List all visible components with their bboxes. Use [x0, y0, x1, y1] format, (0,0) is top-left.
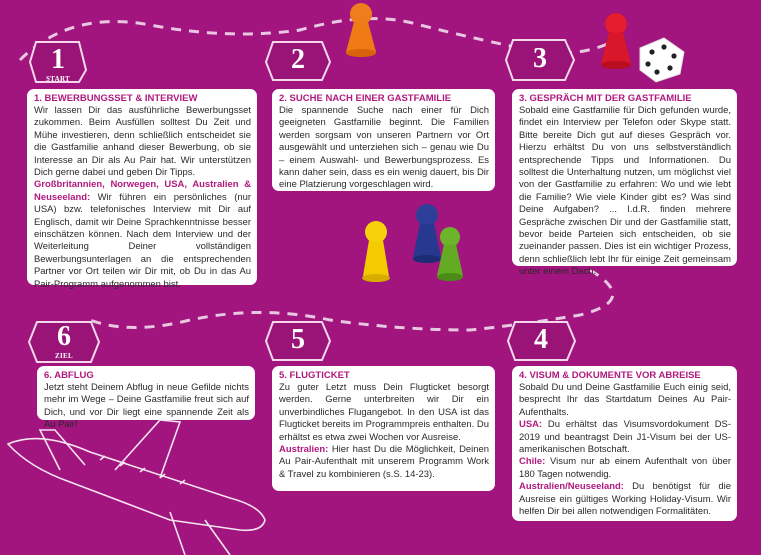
step-6-title: 6. ABFLUG	[44, 370, 94, 381]
step-badge-4	[512, 321, 570, 365]
red-pawn-icon	[601, 13, 631, 69]
step-4-usa-label: USA:	[519, 419, 543, 431]
airplane-icon	[8, 420, 265, 555]
step-badge-1	[29, 41, 87, 85]
step-label-start: START	[45, 75, 71, 83]
step-1-text-countries	[34, 179, 251, 291]
step-3-text: Sobald eine Gastfamilie für Dich gefunden wurde, findet ein Interview per Telefon oder Skype statt. Bitte bereite Dich gut auf dieses Gespräch vor. Hierzu erhältst Du von uns selbstverständlich entsprechende Tipps und Informationen. Du solltest die Unterhaltung nutzen, um möglichst viel von der Gastfamilie zu erfahren: Wo und wie lebt die Familie? Wie viele Kinder gibt es? Was sind Deine Aufgaben? ... I.d.R. finden mehrere Gespräche zwischen Dir und der Gastfamilie statt, bevor beide Parteien sich entscheiden, ob sie zueinander passen. Dies ist ein wichtiger Prozess, denn schließlich lebt Ihr für einige Zeit gemeinsam unter einem Dach.	[519, 105, 731, 278]
step-badge-6	[35, 318, 93, 362]
step-badge-3	[511, 40, 569, 84]
step-4-aus-label: Australien/Neuseeland:	[519, 481, 624, 493]
step-4-box	[512, 366, 737, 521]
step-5-text: Zu guter Letzt muss Dein Flugticket besorgt werden. Gerne unterbreiten wir Dir ein unverbindliches Flugangebot. In den USA ist das Flugticket bereits im Programmpreis enthalten. Du erhältst es etwa zwei Wochen vor Ausreise.	[279, 382, 489, 443]
step-number-4: 4	[534, 324, 548, 355]
step-4-usa-text: Du erhältst das Visumsvordokument DS-2019 und beantragst Dein J1-Visum bei der US-amerikanischen Botschaft.	[519, 419, 731, 456]
step-label-ziel: ZIEL	[55, 352, 73, 360]
step-5-title: 5. FLUGTICKET	[279, 370, 350, 381]
step-4-text: Sobald Du und Deine Gastfamilie Euch einig seid, besprecht Ihr das Startdatum Deines Au Pair-Aufenthalts.	[519, 382, 731, 418]
step-4-chile	[519, 456, 731, 481]
step-4-aus-text: Du benötigst für die Ausreise ein gültiges Working Holiday-Visum. Wir helfen Dir bei allen notwendigen Formalitäten.	[519, 481, 731, 518]
step-6-box	[37, 366, 255, 431]
step-1-highlight: Großbritannien, Norwegen, USA, Australien & Neuseeland:	[34, 179, 251, 203]
step-2-text: Die spannende Suche nach einer für Dich geeigneten Gastfamilie beginnt. Die Familien werden sorgsam von unseren Partnern vor Ort ausgewählt und unterziehen sich – genau wie Du – einem Auswahl- und Bewerbungsprozess. Es kann daher sein, dass es ein wenig dauert, bis Dir eine Platzierung vorgeschlagen wird.	[279, 105, 489, 191]
blue-pawn-icon	[413, 204, 441, 263]
step-2-title: 2. SUCHE NACH EINER GASTFAMILIE	[279, 93, 452, 104]
step-1-text: Wir lassen Dir das ausführliche Bewerbungsset zukommen. Beim Ausfüllen solltest Du Zeit und Mühe investieren, denn schließlich entscheidet sie die Gastfamilie anhand dieser Bewerbung, ob sie Interesse an Dir als Au Pair hat. Wir unterstützen Dich gerne dabei und geben Dir Tipps.	[34, 105, 251, 179]
step-1-interview-text: Wir führen ein persönliches (nur USA) bzw. telefonisches Interview mit Dir auf Englisch, damit wir Deine Sprachkenntnisse besser einschätzen können. Nach dem Interview und der Weiterleitung Deiner vollständigen Bewerbungsunterlagen an die entsprechenden Partner vor Ort teilen wir Dir mit, ob Du in das Au Pair-Programm aufgenommen bist.	[34, 191, 251, 290]
step-4-usa	[519, 419, 731, 456]
step-4-australien	[519, 481, 731, 518]
step-number-5: 5	[291, 324, 305, 355]
orange-pawn-icon	[346, 3, 376, 57]
step-1-title: 1. BEWERBUNGSSET & INTERVIEW	[34, 93, 198, 104]
yellow-pawn-icon	[362, 221, 390, 282]
step-number-6: 6	[57, 321, 71, 352]
green-pawn-icon	[437, 227, 463, 281]
step-3-title: 3. GESPRÄCH MIT DER GASTFAMILIE	[519, 93, 692, 104]
step-badge-5	[269, 321, 327, 365]
step-5-australien	[279, 444, 489, 481]
step-badge-2	[269, 41, 327, 85]
step-4-chile-label: Chile:	[519, 456, 546, 468]
step-5-aus-label: Australien:	[279, 444, 329, 456]
step-4-chile-text: Visum nur ab einem Aufenthalt von über 180 Tagen notwendig.	[519, 456, 731, 480]
step-1-box	[27, 89, 257, 290]
step-number-2: 2	[291, 44, 305, 75]
step-4-title: 4. VISUM & DOKUMENTE VOR ABREISE	[519, 370, 701, 381]
step-number-1: 1	[51, 44, 65, 75]
step-2-box	[272, 89, 495, 191]
dice-icon	[640, 38, 684, 82]
step-3-box	[512, 89, 737, 278]
step-5-box	[272, 366, 495, 491]
step-6-text: Jetzt steht Deinem Abflug in neue Gefilde nichts mehr im Wege – Deine Gastfamilie freut sich auf Dich, und vor Dir liegt eine spannende Zeit als Au Pair!	[44, 382, 249, 431]
step-number-3: 3	[533, 43, 547, 74]
step-5-aus-text: Hier hast Du die Möglichkeit, Deinen Au Pair-Aufenthalt mit unserem Programm Work & Travel zu kombinieren (s.S. 14-23).	[279, 444, 489, 480]
